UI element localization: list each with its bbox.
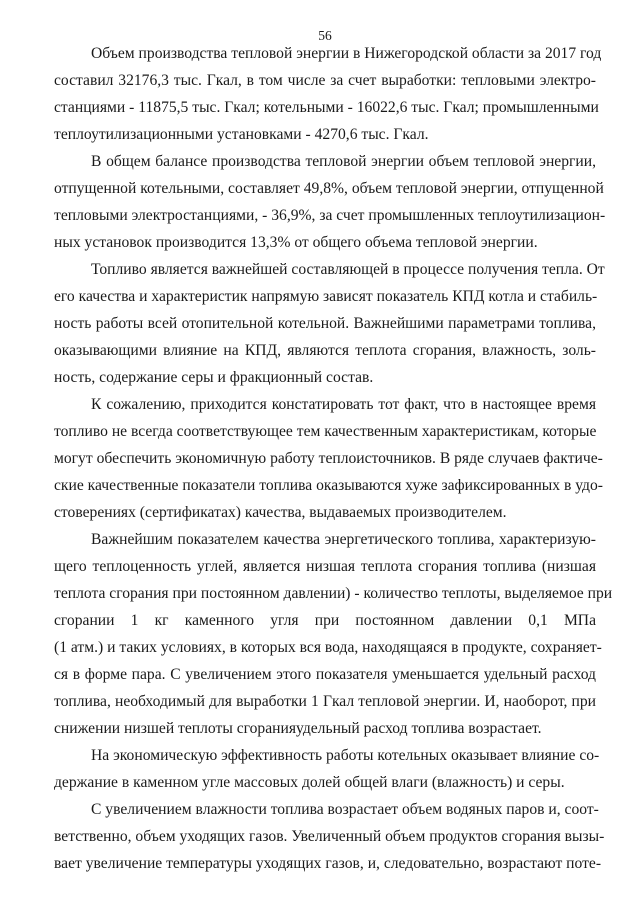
text-line: Объем производства тепловой энергии в Нижегородской области за 2017 год (91, 45, 602, 62)
text-line: теплота сгорания при постоянном давлении) - количество теплоты, выделяемое при (54, 585, 613, 602)
text-line: Топливо является важнейшей составляющей в процессе получения тепла. От (91, 261, 605, 278)
text-line: его качества и характеристик напрямую зависят показатель КПД котла и стабиль- (54, 288, 598, 305)
text-line: С увеличением влажности топлива возрастает объем водяных паров и, соот- (91, 801, 599, 818)
text-line: теплоутилизационными установками - 4270,6 тыс. Гкал. (54, 126, 429, 143)
text-line: отпущенной котельными, составляет 49,8%, объем тепловой энергии, отпущенной (54, 180, 604, 197)
text-line: тепловыми электростанциями, - 36,9%, за счет промышленных теплоутилизацион- (54, 207, 606, 224)
page-number: 56 (318, 28, 332, 43)
text-line: В общем балансе производства тепловой энергии объем тепловой энергии, (91, 153, 596, 170)
text-line: К сожалению, приходится констатировать тот факт, что в настоящее время (91, 396, 596, 413)
text-line: щего теплоценность углей, является низшая теплота сгорания топлива (низшая (54, 558, 596, 575)
text-line: вает увеличение температуры уходящих газов, и, следовательно, возрастают поте- (54, 855, 602, 872)
text-line: (1 атм.) и таких условиях, в которых вся вода, находящаяся в продукте, сохраняет- (54, 639, 602, 656)
text-line: ветственно, объем уходящих газов. Увеличенный объем продуктов сгорания вызы- (54, 828, 605, 845)
text-line: станциями - 11875,5 тыс. Гкал; котельными - 16022,6 тыс. Гкал; промышленными (54, 99, 599, 116)
text-line: составил 32176,3 тыс. Гкал, в том числе за счет выработки: тепловыми электро- (54, 72, 596, 89)
text-line: могут обеспечить экономичную работу теплоисточников. В ряде случаев фактиче- (54, 450, 603, 467)
text-line: ность, содержание серы и фракционный состав. (54, 369, 374, 386)
text-line: оказывающими влияние на КПД, являются теплота сгорания, влажность, золь- (54, 342, 596, 359)
text-line: топливо не всегда соответствующее тем качественным характеристикам, которые (54, 423, 597, 440)
text-line: ных установок производится 13,3% от общего объема тепловой энергии. (54, 234, 538, 251)
document-page (54, 0, 613, 905)
text-line: На экономическую эффективность работы котельных оказывает влияние со- (91, 747, 600, 764)
text-line: ся в форме пара. С увеличением этого показателя уменьшается удельный расход (54, 666, 596, 683)
text-line: ские качественные показатели топлива оказываются хуже зафиксированных в удо- (54, 477, 603, 494)
text-line: снижении низшей теплоты сгоранияудельный расход топлива возрастает. (54, 720, 542, 737)
text-line: стоверениях (сертификатах) качества, выдаваемых производителем. (54, 504, 507, 521)
text-line: Важнейшим показателем качества энергетического топлива, характеризую- (91, 531, 596, 548)
text-line: держание в каменном угле массовых долей общей влаги (влажность) и серы. (54, 774, 565, 791)
text-line: топлива, необходимый для выработки 1 Гкал тепловой энергии. И, наоборот, при (54, 693, 596, 710)
text-line: сгорании 1 кг каменного угля при постоянном давлении 0,1 МПа (54, 612, 596, 629)
text-line: ность работы всей отопительной котельной. Важнейшими параметрами топлива, (54, 315, 596, 332)
